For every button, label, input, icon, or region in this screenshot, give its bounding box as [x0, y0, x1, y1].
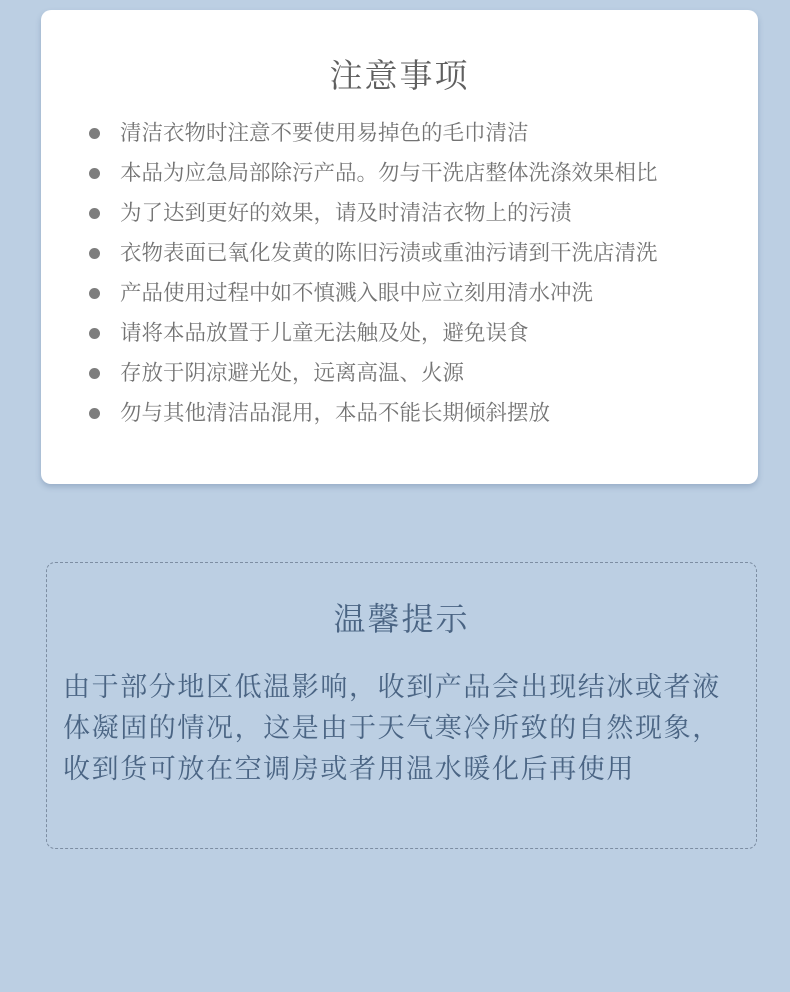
notice-item [89, 114, 658, 154]
tips-title: 温馨提示 [333, 600, 470, 638]
notice-item-text: 产品使用过程中如不慎溅入眼中应立刻用清水冲洗 [120, 281, 594, 306]
tips-line: 体凝固的情况，这是由于天气寒冷所致的自然现象， [63, 713, 721, 744]
notice-list [89, 114, 658, 434]
notice-item-text: 勿与其他清洁品混用，本品不能长期倾斜摆放 [120, 401, 551, 426]
notice-item [89, 274, 658, 314]
tips-body [63, 667, 753, 790]
tips-box [46, 562, 757, 849]
tips-line: 由于部分地区低温影响，收到产品会出现结冰或者液 [63, 672, 721, 703]
notice-item [89, 314, 658, 354]
notice-item-text: 请将本品放置于儿童无法触及处，避免误食 [120, 321, 529, 346]
notice-item-text: 本品为应急局部除污产品。勿与干洗店整体洗涤效果相比 [120, 161, 658, 186]
notice-item-text: 存放于阴凉避光处，远离高温、火源 [120, 361, 465, 386]
notice-item [89, 154, 658, 194]
bullet-icon [89, 288, 100, 299]
notice-item-text: 为了达到更好的效果，请及时清洁衣物上的污渍 [120, 201, 572, 226]
bullet-icon [89, 208, 100, 219]
notice-item [89, 354, 658, 394]
bullet-icon [89, 368, 100, 379]
notice-item-text: 清洁衣物时注意不要使用易掉色的毛巾清洁 [120, 121, 529, 146]
bullet-icon [89, 128, 100, 139]
notice-item [89, 194, 658, 234]
notice-title: 注意事项 [329, 56, 470, 95]
bullet-icon [89, 168, 100, 179]
tips-line: 收到货可放在空调房或者用温水暖化后再使用 [63, 754, 635, 785]
notice-item-text: 衣物表面已氧化发黄的陈旧污渍或重油污请到干洗店清洗 [120, 241, 658, 266]
bullet-icon [89, 408, 100, 419]
notice-item [89, 394, 658, 434]
notice-item [89, 234, 658, 274]
notice-card [41, 10, 758, 484]
bullet-icon [89, 248, 100, 259]
bullet-icon [89, 328, 100, 339]
